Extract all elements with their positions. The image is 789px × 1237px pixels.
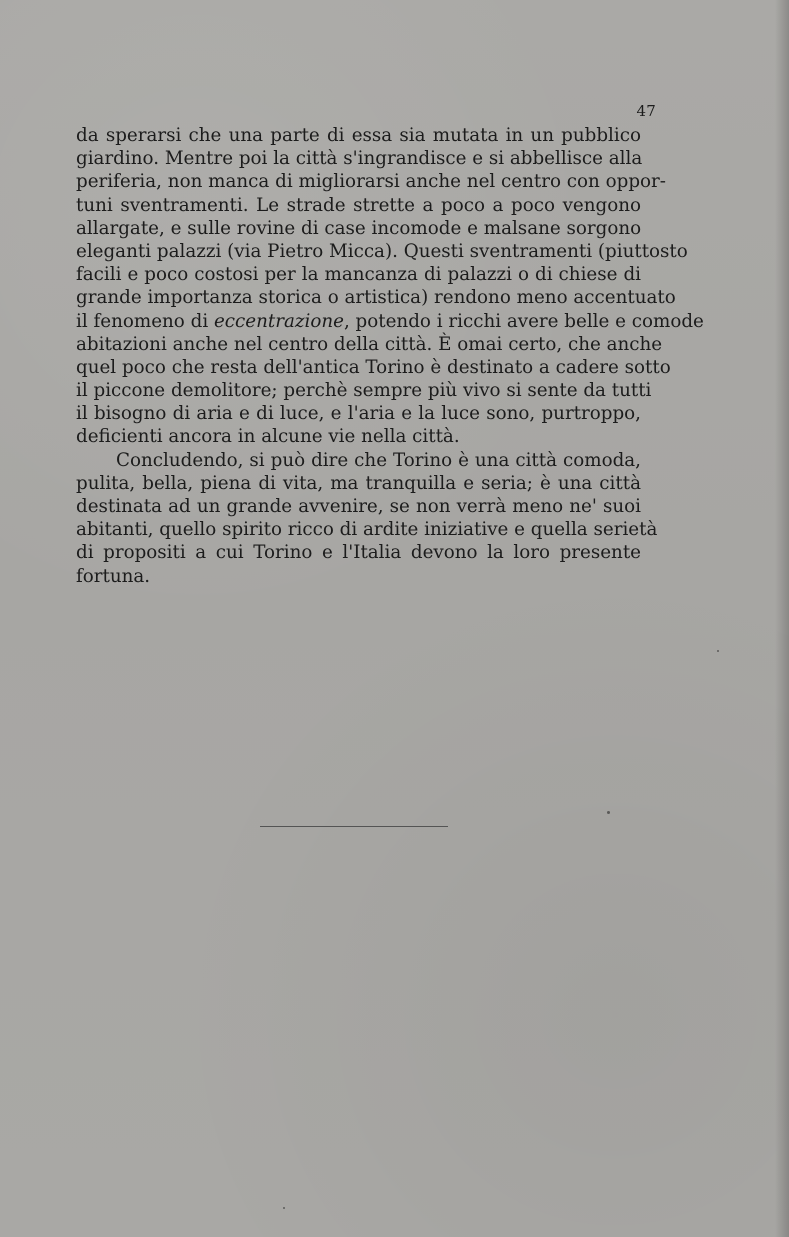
paragraph-line: pulita, bella, piena di vita, ma tranquilla e seria; è una città: [76, 472, 641, 494]
paragraph-line: allargate, e sulle rovine di case incomode e malsane sorgono: [76, 217, 642, 239]
page-number: 47: [636, 102, 656, 120]
paper-speck: [717, 650, 719, 652]
paragraph-line: abitazioni anche nel centro della città. È omai certo, che anche: [76, 333, 663, 355]
paragraph-line: eleganti palazzi (via Pietro Micca). Questi sventramenti (piuttosto: [76, 240, 688, 262]
paragraph-line-start: il fenomeno di: [76, 310, 214, 332]
paper-speck: [283, 1207, 285, 1209]
paragraph-line: abitanti, quello spirito ricco di ardite iniziative e quella serietà: [76, 519, 658, 541]
paragraph-line: deficienti ancora in alcune vie nella città.: [76, 426, 460, 448]
section-divider: [260, 826, 448, 827]
body-text: [76, 124, 704, 588]
paragraph-line-end: , potendo i ricchi avere belle e comode: [343, 310, 704, 332]
paragraph-line: il bisogno di aria e di luce, e l'aria e la luce sono, purtroppo,: [76, 403, 641, 425]
italic-term-eccentrazione: eccentrazione: [213, 310, 344, 332]
paragraph-line: fortuna.: [76, 565, 151, 587]
paragraph-line: Concludendo, si può dire che Torino è una città comoda,: [116, 449, 641, 471]
paragraph-line: tuni sventramenti. Le strade strette a poco a poco vengono: [76, 194, 641, 216]
paragraph-line: facili e poco costosi per la mancanza di palazzi o di chiese di: [76, 264, 641, 286]
page-edge-shadow: [775, 0, 789, 1237]
paragraph-line: il piccone demolitore; perchè sempre più vivo si sente da tutti: [76, 380, 652, 402]
paragraph-line-with-italic-term: [76, 310, 704, 333]
paragraph-line: destinata ad un grande avvenire, se non verrà meno ne' suoi: [76, 496, 641, 517]
paragraph-line: giardino. Mentre poi la città s'ingrandisce e si abbellisce alla: [76, 148, 643, 170]
paper-speck: [607, 811, 610, 814]
paragraph-line: grande importanza storica o artistica) rendono meno accentuato: [76, 287, 676, 309]
paragraph-line: periferia, non manca di migliorarsi anche nel centro con oppor-: [76, 171, 666, 193]
paragraph-line: da sperarsi che una parte di essa sia mutata in un pubblico: [76, 125, 641, 146]
paragraph-line: di propositi a cui Torino e l'Italia devono la loro presente: [76, 542, 641, 564]
paragraph-line: quel poco che resta dell'antica Torino è destinato a cadere sotto: [76, 356, 671, 378]
